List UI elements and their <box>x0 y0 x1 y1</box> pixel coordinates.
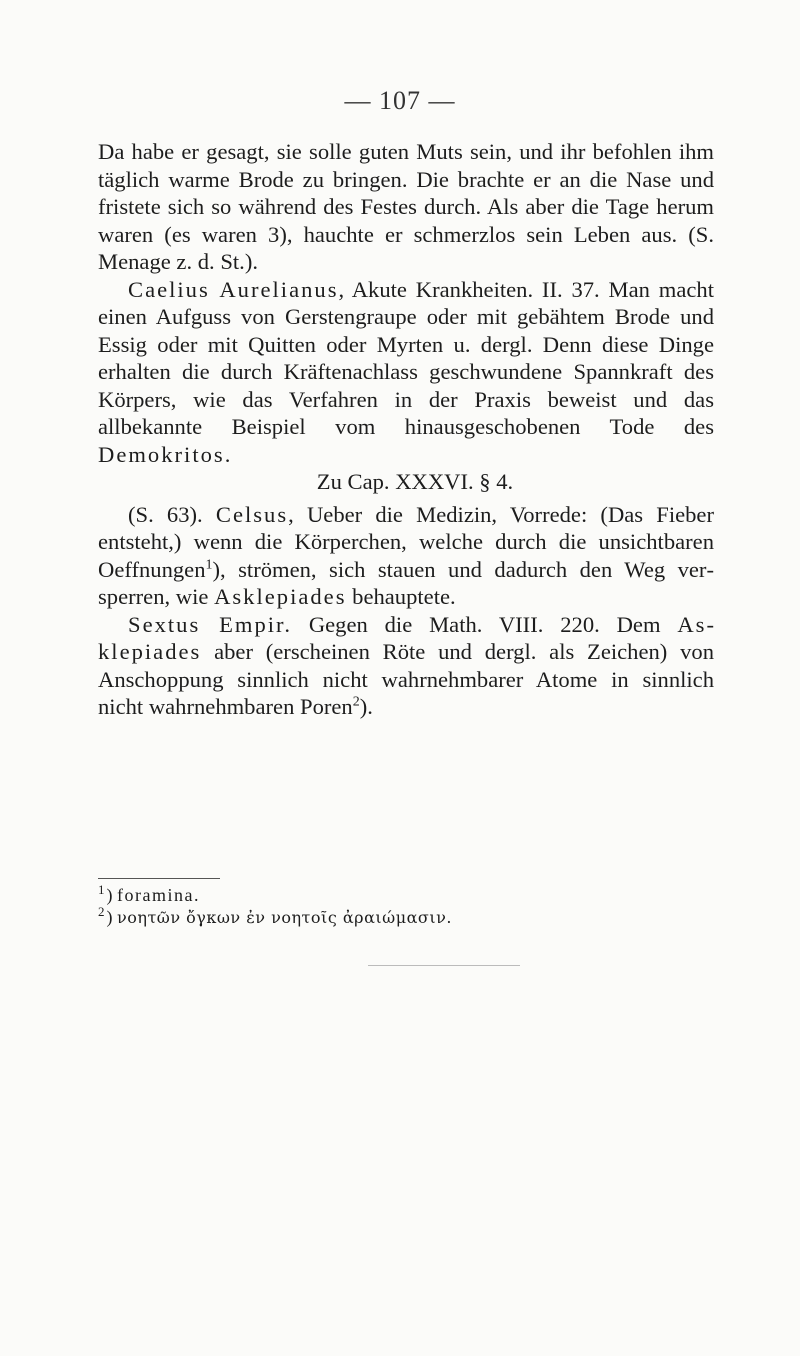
section-heading: Zu Cap. XXXVI. § 4. <box>316 469 514 494</box>
paragraph-3-start: (S. 63). <box>128 501 216 527</box>
name-demokritos: Demokritos <box>98 441 225 467</box>
body-text <box>98 138 714 721</box>
paragraph-4-rest: aber (erscheinen Röte und dergl. als Zeichen) von Anschoppung sinnlich nicht wahrnehmbarer Atome in sinnlich nicht wahrnehmbaren Poren <box>98 639 714 719</box>
paragraph-2 <box>98 276 714 469</box>
paragraph-3-text-2: ), strömen, sich stauen und dadurch den Weg versperren, wie <box>98 556 714 609</box>
footnote-divider <box>98 878 220 879</box>
paragraph-2-end: . <box>224 441 231 467</box>
page-number: — 107 — <box>344 86 456 115</box>
paragraph-4 <box>98 611 714 721</box>
paragraph-4-end: ). <box>359 694 373 719</box>
footnote-mark-1: 1 <box>98 882 105 897</box>
footnote-ref-2: 2 <box>352 694 360 710</box>
footnote-2-text: νοητῶν ὄγκων ἐν νοητοῖς ἀραιώμασιν. <box>117 908 452 927</box>
paragraph-1: Da habe er gesagt, sie solle guten Muts sein, und ihr befohlen ihm täglich warme Brode zu bringen. Die brachte er an die Nase und fristete sich so während des Festes durch. Als aber die Tage herum waren (es waren 3), hauchte er schmerzlos sein Leben aus. (S. Menage z. d. St.). <box>98 139 714 274</box>
author-caelius: Caelius Aurelianus <box>128 276 339 302</box>
footnote-1-text: foramina. <box>117 885 200 905</box>
paragraph-2-text: , Akute Krankheiten. II. 37. Man macht einen Aufguss von Gerstengraupe oder mit gebähtem Brode und Essig oder mit Quitten oder Myrten u. dergl. Denn diese Dinge erhalten die durch Kräftenachlass geschwundene Spannkraft des Körpers, wie das Verfahren in der Praxis beweist und das allbekannte Beispiel vom hinausgeschobenen Tode des <box>98 276 714 439</box>
name-asklepiades-2: Asklepiades <box>98 611 714 664</box>
footnote-2: $^2$ ) νοητῶν ὄγκων ἐν νοητοῖς ἀραιώμασιν. <box>98 904 452 927</box>
paragraph-4-text: Gegen die Math. VIII. 220. Dem <box>291 611 678 637</box>
footnotes <box>98 884 714 929</box>
author-sextus: Sextus Empir. <box>128 611 292 637</box>
paragraph-3-end: behauptete. <box>346 584 456 609</box>
footnote-mark-2: 2 <box>98 904 105 919</box>
name-asklepiades: Asklepiades <box>214 584 347 609</box>
paragraph-3 <box>98 501 714 611</box>
footnote-1: $^1$ ) foramina. <box>98 882 200 905</box>
footnote-ref-1: 1 <box>205 556 213 572</box>
paragraph-3-text: , Ueber die Medizin, Vorrede: (Das Fieber entsteht,) wenn die Körperchen, welche durch die unsichtbaren Oeffnungen <box>98 501 714 582</box>
author-celsus: Celsus <box>215 501 289 527</box>
bottom-divider <box>368 965 520 966</box>
